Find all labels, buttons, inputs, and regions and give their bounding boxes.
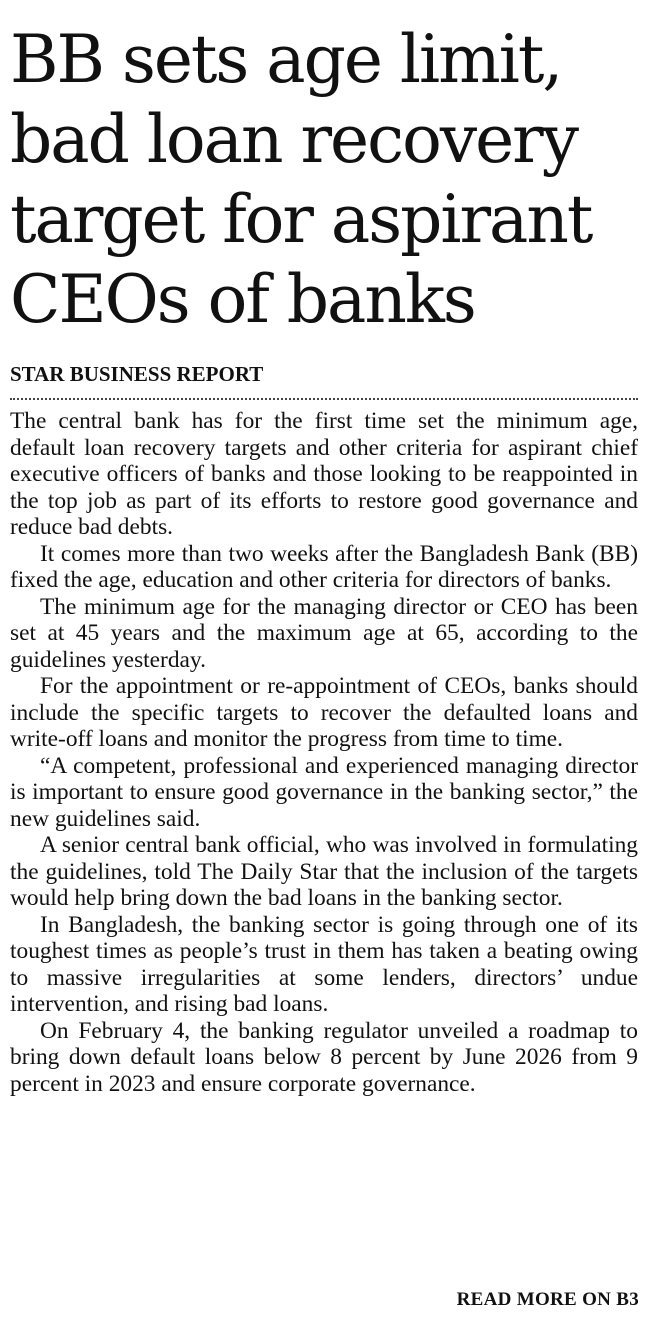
dotted-divider	[10, 398, 638, 400]
body-paragraph: The central bank has for the first time set the minimum age, default loan recovery targets and other criteria for aspirant chief executive officers of banks and those looking to be reappointed in the top job as part of its efforts to restore good governance and reduce bad debts.	[10, 408, 638, 540]
headline	[10, 20, 638, 340]
body-paragraph: It comes more than two weeks after the Bangladesh Bank (BB) fixed the age, education and other criteria for directors of banks.	[10, 540, 638, 593]
body-paragraph: The minimum age for the managing director or CEO has been set at 45 years and the maximum age at 65, according to the guidelines yesterday.	[10, 593, 638, 673]
body-paragraph: “A competent, professional and experienced managing director is important to ensure good governance in the banking sector,” the new guidelines said.	[10, 752, 638, 832]
byline: STAR BUSINESS REPORT	[10, 362, 264, 386]
article-body	[10, 408, 638, 1097]
body-paragraph: A senior central bank official, who was involved in formulating the guidelines, told The Daily Star that the inclusion of the targets would help bring down the bad loans in the banking sector.	[10, 832, 638, 911]
body-paragraph: In Bangladesh, the banking sector is going through one of its toughest times as people’s trust in them has taken a beating owing to massive irregularities at some lenders, directors’ undue intervention, and rising bad loans.	[10, 911, 638, 1017]
body-paragraph: For the appointment or re-appointment of CEOs, banks should include the specific targets to recover the defaulted loans and write-off loans and monitor the progress from time to time.	[10, 673, 638, 752]
article	[10, 20, 638, 1097]
read-more-link[interactable]: READ MORE ON B3	[456, 1289, 639, 1310]
body-paragraph: On February 4, the banking regulator unveiled a roadmap to bring down default loans below 8 percent by June 2026 from 9 percent in 2023 and ensure corporate governance.	[10, 1017, 638, 1097]
headline-line: BB sets age limit,	[10, 21, 562, 98]
headline-line: bad loan recovery	[10, 101, 577, 178]
headline-line: target for aspirant	[10, 181, 592, 258]
headline-line: CEOs of banks	[10, 261, 475, 338]
